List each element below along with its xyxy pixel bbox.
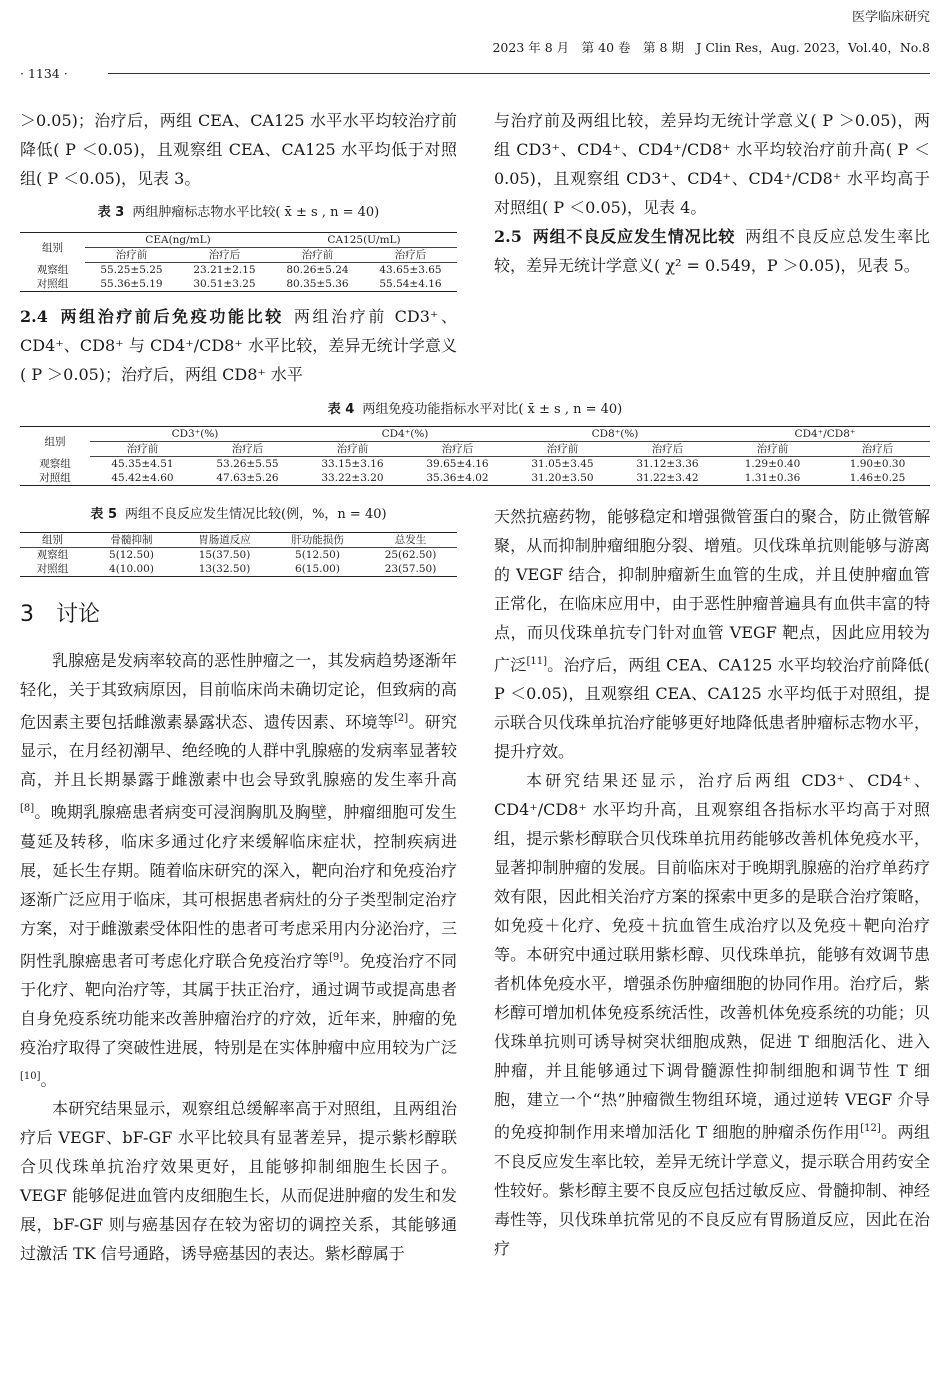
left-column-discussion: [20, 646, 457, 1268]
table4-label: 表 4: [327, 402, 355, 417]
section-2-4-number: 2.4: [20, 307, 48, 326]
table4-cell: 39.65±4.16: [426, 458, 489, 470]
table3-cell: 30.51±3.25: [178, 277, 271, 292]
table4-cell: 53.26±5.55: [216, 458, 279, 470]
table5-header: 胃肠道反应: [178, 533, 271, 548]
discussion-paragraph-2: 本研究结果显示，观察组总缓解率高于对照组，且两组治疗后 VEGF、bF-GF 水平比较具有显著差异，提示紫杉醇联合贝伐珠单抗治疗效果更好，且能够抑制细胞生长因子。VEGF 能够促进血管内皮细胞生长，从而促进肿瘤的发生和发展，bF-GF 则与癌基因存在较为密切的调控关系，其能够通过激活 TK 信号通路，诱导癌基因的表达。紫杉醇属于: [20, 1099, 457, 1264]
table4-cell: 33.22±3.20: [300, 471, 405, 486]
table4-group: 对照组: [20, 471, 90, 486]
table5: [20, 532, 457, 577]
table4-cell: 45.42±4.60: [90, 471, 195, 486]
discussion-paragraph-4: 本研究结果还显示，治疗后两组 CD3⁺、CD4⁺、CD4⁺/CD8⁺ 水平均升高，且观察组各指标水平均高于对照组，提示紫杉醇联合贝伐珠单抗用药能够改善机体免疫水平，显著抑制肿瘤的发展。目前临床对于晚期乳腺癌的治疗单药疗效有限，因此相关治疗方案的探索中更多的是联合治疗策略，如免疫＋化疗、免疫＋抗血管生成治疗以及免疫＋靶向治疗等。本研究中通过联用紫杉醇、贝伐珠单抗，能够有效调节患者机体免疫水平，增强杀伤肿瘤细胞的协同作用。治疗后，紫杉醇可增加机体免疫系统活性，改善机体免疫系统的功能；贝伐珠单抗则可诱导树突状细胞成熟，促进 T 细胞活化、进入肿瘤，并且能够通过下调骨髓源性抑制细胞和调节性 T 细胞，建立一个“热”肿瘤微生物组环境，通过逆转 VEGF 介导的免疫抑制作用来增加活化 T 细胞的肿瘤杀伤作用[12]。两组不良反应发生率比较，差异无统计学意义，提示联合用药安全性较好。紫杉醇主要不良反应包括过敏反应、骨髓抑制、神经毒性等，贝伐珠单抗常见的不良反应有胃肠道反应，因此在治疗: [494, 771, 930, 1258]
table5-cell: 5(12.50): [295, 549, 340, 561]
journal-name: 医学临床研究: [851, 10, 930, 25]
right-column-top: [494, 106, 930, 280]
discussion-heading: 3 讨论: [20, 602, 100, 627]
table5-header: 肝功能损伤: [271, 533, 364, 548]
table4-col-cd4: CD4⁺(%): [300, 427, 510, 442]
section-2-5-text: 两组不良反应总发生率比较，差异无统计学意义( χ² = 0.549，P ＞0.05)，见表 5。: [494, 227, 930, 275]
table5-label: 表 5: [90, 507, 117, 522]
table3-group: 观察组: [36, 263, 69, 276]
section-2-5-number: 2.5: [494, 227, 522, 246]
table4-title: 两组免疫功能指标水平对比( x̄ ± s , n = 40): [362, 402, 623, 417]
table3-col-ca125: CA125(U/mL): [271, 233, 457, 248]
table3-cell: 55.54±4.16: [364, 277, 457, 292]
table5-header: 骨髓抑制: [85, 533, 178, 548]
table4-col-cd8: CD8⁺(%): [510, 427, 720, 442]
table3-caption: [20, 201, 457, 220]
table3-title: 两组肿瘤标志物水平比较( x̄ ± s , n = 40): [132, 205, 380, 220]
table3: [20, 232, 457, 292]
page-number: · 1134 ·: [20, 66, 68, 81]
table4-caption: [20, 398, 930, 417]
table-row: [20, 457, 930, 472]
table3-cell: 55.25±5.25: [100, 264, 163, 276]
table4-subheader: 治疗后: [195, 442, 300, 457]
table3-cell: 55.36±5.19: [85, 277, 178, 292]
table5-cell: 观察组: [36, 549, 69, 561]
section-2-4-title: 两组治疗前后免疫功能比较: [57, 307, 284, 326]
table4-cell: 31.20±3.50: [510, 471, 615, 486]
section-2-5-title: 两组不良反应发生情况比较: [531, 227, 736, 246]
section-2-4: [20, 302, 457, 389]
results-paragraph: ＞0.05)；治疗后，两组 CEA、CA125 水平水平均较治疗前降低( P ＜0.05)，且观察组 CEA、CA125 水平均低于对照组( P ＜0.05)，见表 3。: [20, 111, 457, 188]
table4-cell: 1.29±0.40: [744, 458, 801, 470]
discussion-paragraph-1: 乳腺癌是发病率较高的恶性肿瘤之一，其发病趋势逐渐年轻化，关于其致病原因，目前临床尚未确切定论，但致病的高危因素主要包括雌激素暴露状态、遗传因素、环境等[2]。研究显示，在月经初潮早、绝经晚的人群中乳腺癌的发病率显著较高，并且长期暴露于雌激素中也会导致乳腺癌的发生率升高[8]。晚期乳腺癌患者病变可浸润胸肌及胸壁，肿瘤细胞可发生蔓延及转移，临床多通过化疗来缓解临床症状，控制疾病进展，延长生存期。随着临床研究的深入，靶向治疗和免疫治疗逐渐广泛应用于临床，其可根据患者病灶的分子类型制定治疗方案，对于雌激素受体阳性的患者可考虑采用内分泌治疗，三阴性乳腺癌患者可考虑化疗联合免疫治疗等[9]。免疫治疗不同于化疗、靶向治疗等，其属于扶正治疗，通过调节或提高患者自身免疫系统功能来改善肿瘤治疗的疗效，近年来，肿瘤的免疫治疗取得了突破性进展，特别是在实体肿瘤中应用较为广泛[10]。: [20, 651, 457, 1090]
table4-cell: 31.05±3.45: [531, 458, 594, 470]
table3-col-cea: CEA(ng/mL): [85, 233, 271, 248]
table5-cell: 4(10.00): [85, 562, 178, 577]
table-row: [20, 263, 457, 278]
table4-cell: 1.90±0.30: [849, 458, 906, 470]
table5-cell: 25(62.50): [384, 549, 437, 561]
table5-cell: 23(57.50): [364, 562, 457, 577]
issue-line: 2023 年 8 月 第 40 卷 第 8 期 J Clin Res，Aug. 2023，Vol.40，No.8: [492, 40, 930, 55]
table4: [20, 426, 930, 486]
table4-col-cd3: CD3⁺(%): [90, 427, 300, 442]
table4-cell: 1.31±0.36: [720, 471, 825, 486]
section-2-4-text: 两组治疗前 CD3⁺、CD4⁺、CD8⁺ 与 CD4⁺/CD8⁺ 水平比较，差异无统计学意义( P ＞0.05)；治疗后，两组 CD8⁺ 水平: [20, 307, 457, 384]
table3-subheader: 治疗前: [85, 248, 178, 263]
table3-group-header: 组别: [20, 233, 85, 263]
table3-cell: 43.65±3.65: [379, 264, 442, 276]
table4-group: 观察组: [39, 457, 71, 470]
table5-title: 两组不良反应发生情况比较(例，%，n = 40): [125, 507, 387, 522]
table5-cell: 对照组: [20, 562, 85, 577]
table4-cell: 47.63±5.26: [195, 471, 300, 486]
results-paragraph-right: 与治疗前及两组比较，差异均无统计学意义( P ＞0.05)，两组 CD3⁺、CD4⁺、CD4⁺/CD8⁺ 水平均较治疗前升高( P ＜0.05)，且观察组 CD3⁺、CD4⁺、CD4⁺/CD8⁺ 水平均高于对照组( P ＜0.05)，见表 4。: [494, 111, 930, 217]
header-rule: [108, 73, 930, 74]
table4-cell: 31.12±3.36: [636, 458, 699, 470]
table5-cell: 13(32.50): [178, 562, 271, 577]
table4-cell: 35.36±4.02: [405, 471, 510, 486]
table4-cell: 33.15±3.16: [321, 458, 384, 470]
table3-cell: 80.26±5.24: [286, 264, 349, 276]
table5-header: 总发生: [364, 533, 457, 548]
table4-subheader: 治疗前: [510, 442, 615, 457]
table-row: [20, 562, 457, 577]
right-column-discussion: [494, 502, 930, 1263]
table4-col-ratio: CD4⁺/CD8⁺: [720, 427, 930, 442]
table4-subheader: 治疗后: [825, 442, 930, 457]
table5-caption: [20, 503, 457, 522]
discussion-paragraph-3: 天然抗癌药物，能够稳定和增强微管蛋白的聚合，防止微管解聚，从而抑制肿瘤细胞分裂、增殖。贝伐珠单抗则能够与游离的 VEGF 结合，抑制肿瘤新生血管的生成，并且使肿瘤血管正常化，在临床应用中，由于恶性肿瘤普遍具有血供丰富的特点，而贝伐珠单抗专门针对血管 VEGF 靶点，因此应用较为广泛[11]。治疗后，两组 CEA、CA125 水平均较治疗前降低( P ＜0.05)，且观察组 CEA、CA125 水平均低于对照组，提示联合贝伐珠单抗治疗能够更好地降低患者肿瘤标志物水平，提升疗效。: [494, 507, 930, 762]
table3-cell: 80.35±5.36: [271, 277, 364, 292]
table3-subheader: 治疗后: [364, 248, 457, 263]
left-column-top: [20, 106, 457, 193]
table5-cell: 6(15.00): [271, 562, 364, 577]
table5-header: 组别: [20, 533, 85, 548]
table3-subheader: 治疗后: [178, 248, 271, 263]
table-row: [20, 548, 457, 563]
table5-cell: 5(12.50): [109, 549, 154, 561]
table4-cell: 45.35±4.51: [111, 458, 174, 470]
table4-subheader: 治疗前: [300, 442, 405, 457]
table4-subheader: 治疗前: [720, 442, 825, 457]
table5-cell: 15(37.50): [198, 549, 251, 561]
table-row: [20, 277, 457, 292]
table4-subheader: 治疗后: [405, 442, 510, 457]
table3-cell: 23.21±2.15: [193, 264, 256, 276]
table4-subheader: 治疗前: [90, 442, 195, 457]
table4-cell: 31.22±3.42: [615, 471, 720, 486]
table3-group: 对照组: [20, 277, 85, 292]
table4-group-header: 组别: [20, 427, 90, 457]
table4-subheader: 治疗后: [615, 442, 720, 457]
table3-subheader: 治疗前: [271, 248, 364, 263]
table-row: [20, 471, 930, 486]
table4-cell: 1.46±0.25: [825, 471, 930, 486]
table3-label: 表 3: [97, 205, 125, 220]
